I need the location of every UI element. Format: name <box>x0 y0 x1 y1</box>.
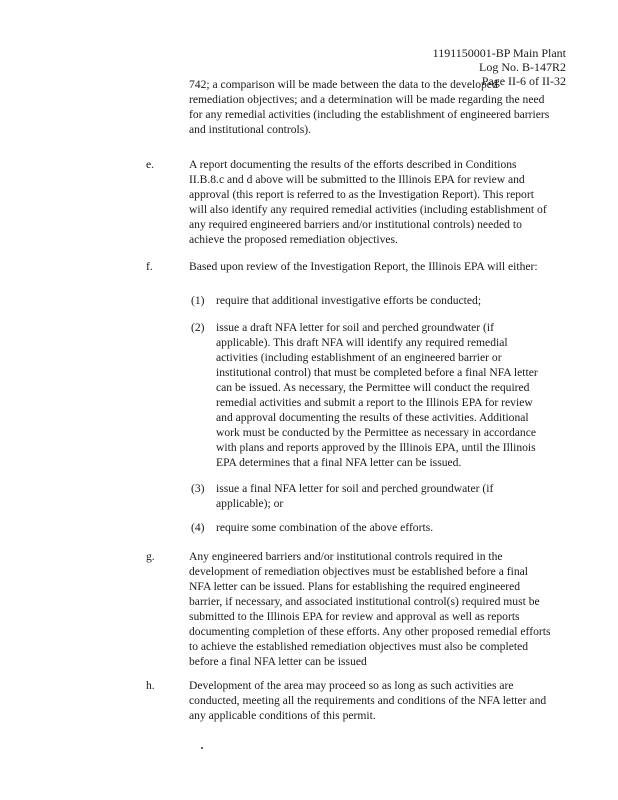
subitem-4-text: require some combination of the above efforts. <box>216 521 434 534</box>
scan-speck <box>201 747 203 749</box>
subitem-3-text: issue a final NFA letter for soil and perched groundwater (if applicable); or <box>216 482 494 510</box>
item-h-text: Development of the area may proceed so as long as such activities are conducted, meeting all the requirements and conditions of the NFA letter and any applicable conditions of this permit. <box>189 679 547 722</box>
item-f-text: Based upon review of the Investigation Report, the Illinois EPA will either: <box>189 260 538 273</box>
item-e-text: A report documenting the results of the efforts described in Conditions II.B.8.c and d above will be submitted to the Illinois EPA for review and approval (this report is referred to as the Investigation Report). This report will also identify any required remedial activities (including establishment of any required engineered barriers and/or institutional controls) needed to achieve the proposed remediation objectives. <box>189 158 547 246</box>
subitem-2-number: (2) <box>191 321 205 334</box>
subitem-2-text: issue a draft NFA letter for soil and perched groundwater (if applicable). This draft NFA will identify any required remedial activities (including establishment of an engineered barrier or institutional control) that must be completed before a final NFA letter can be issued. As necessary, the Permittee will conduct the required remedial activities and submit a report to the Illinois EPA for review and approval documenting the results of these activities. Additional work must be conducted by the Permittee as necessary in accordance with plans and reports approved by the Illinois EPA, until the Illinois EPA determines that a final NFA letter can be issued. <box>216 321 538 469</box>
subitem-3-number: (3) <box>191 482 205 495</box>
item-h-letter: h. <box>146 679 155 692</box>
item-g-letter: g. <box>146 550 155 563</box>
item-f-letter: f. <box>146 260 153 273</box>
intro-paragraph: 742; a comparison will be made between the data to the developed remediation objectives; and a determination will be made regarding the need for any remedial activities (including the establishment of engineered barriers and institutional controls). <box>189 78 550 136</box>
page-number: Page II-6 of II-32 <box>481 74 566 88</box>
subitem-1-number: (1) <box>191 294 205 307</box>
subitem-4-number: (4) <box>191 521 205 534</box>
item-g-text: Any engineered barriers and/or institutional controls required in the development of remediation objectives must be established before a final NFA letter can be issued. Plans for establishing the required engineered barrier, if necessary, and associated institutional control(s) required must be submitted to the Illinois EPA for review and approval as well as reports documenting completion of these efforts. Any other proposed remedial efforts to achieve the established remediation objectives must also be completed before a final NFA letter can be issued <box>189 550 551 668</box>
subitem-1-text: require that additional investigative efforts be conducted; <box>216 294 482 307</box>
permit-id: 1191150001-BP Main Plant <box>432 46 566 60</box>
log-number: Log No. B-147R2 <box>479 60 566 74</box>
item-e-letter: e. <box>146 158 155 171</box>
